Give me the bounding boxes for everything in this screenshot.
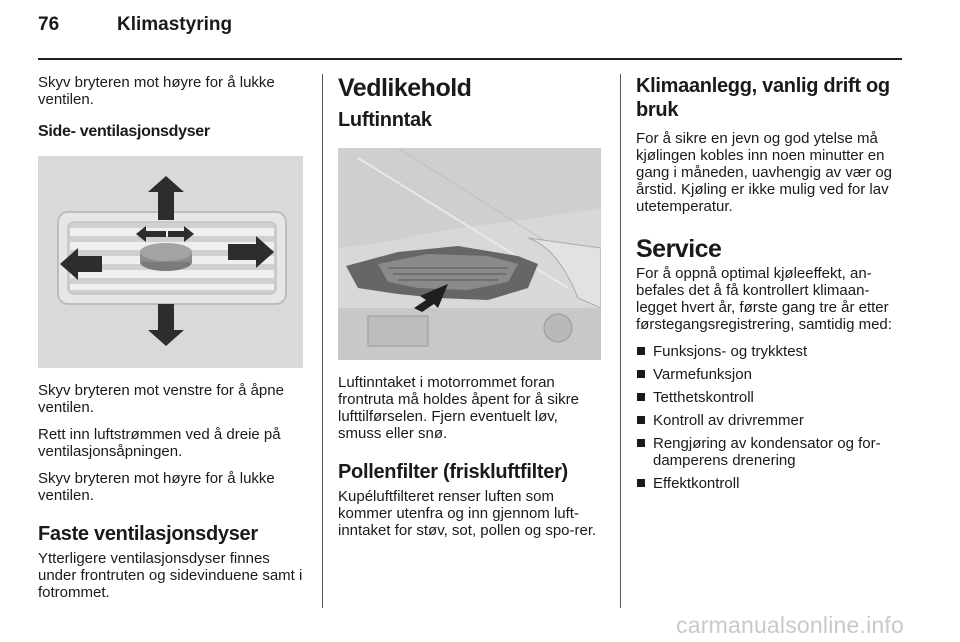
maintenance-heading: Vedlikehold [338, 74, 472, 102]
column-divider-2 [620, 74, 621, 608]
list-item: Rengjøring av kondensator og for-damperens drenering [636, 435, 904, 469]
list-item: Varmefunksjon [636, 366, 904, 383]
ac-text: For å sikre en jevn og god ytelse må kjølingen kobles inn noen minutter en gang i måneden, uavhengig av vær og årstid. Kjøling er ikke mulig ved for lav utetemperatur. [636, 130, 893, 215]
pollen-filter-text: Kupéluftfilteret renser luften som kommer utenfra og inn gjennom luft-inntaket for støv, sot, pollen og spo-rer. [338, 488, 597, 539]
list-item: Effektkontroll [636, 475, 904, 492]
intro-text: Skyv bryteren mot høyre for å lukke ventilen. [38, 74, 275, 108]
column-middle [338, 74, 604, 549]
side-vents-heading: Side- ventilasjonsdyser [38, 123, 210, 140]
side-vent-figure [38, 156, 303, 368]
fixed-vents-heading: Faste ventilasjonsdyser [38, 523, 258, 545]
fixed-vents-text: Ytterligere ventilasjonsdyser finnes under frontruten og sidevinduene samt i fotrommet. [38, 550, 303, 601]
side-vent-adjustment-illustration-icon [38, 156, 303, 368]
service-check-list [636, 343, 904, 492]
column-divider-1 [322, 74, 323, 608]
air-intake-heading: Luftinntak [338, 109, 432, 131]
list-item: Kontroll av drivremmer [636, 412, 904, 429]
column-right [636, 74, 904, 498]
list-item: Funksjons- og trykktest [636, 343, 904, 360]
service-heading: Service [636, 235, 722, 263]
list-item: Tetthetskontroll [636, 389, 904, 406]
open-vent-text: Skyv bryteren mot venstre for å åpne ventilen. [38, 382, 284, 416]
service-text: For å oppnå optimal kjøleeffekt, an-befales det å få kontrollert klimaan-legget hvert år, første gang tre år etter førstegangsregistrering, samtidig med: [636, 265, 892, 333]
chapter-title: Klimastyring [117, 14, 233, 35]
close-vent-text: Skyv bryteren mot høyre for å lukke ventilen. [38, 470, 275, 504]
adjust-airflow-text: Rett inn luftstrømmen ved å dreie på ventilasjonsåpningen. [38, 426, 281, 460]
pollen-filter-heading: Pollenfilter (friskluftfilter) [338, 461, 568, 483]
air-intake-text: Luftinntaket i motorrommet foran frontruta må holdes åpent for å sikre lufttilførselen. Fjern eventuelt løv, smuss eller snø. [338, 374, 579, 442]
header-rule [38, 58, 902, 60]
ac-heading: Klimaanlegg, vanlig drift og bruk [636, 75, 890, 121]
air-intake-figure [338, 148, 601, 360]
column-left [38, 74, 306, 611]
air-intake-photo-icon [338, 148, 601, 360]
watermark: carmanualsonline.info [676, 612, 904, 638]
page-number: 76 [38, 14, 60, 35]
